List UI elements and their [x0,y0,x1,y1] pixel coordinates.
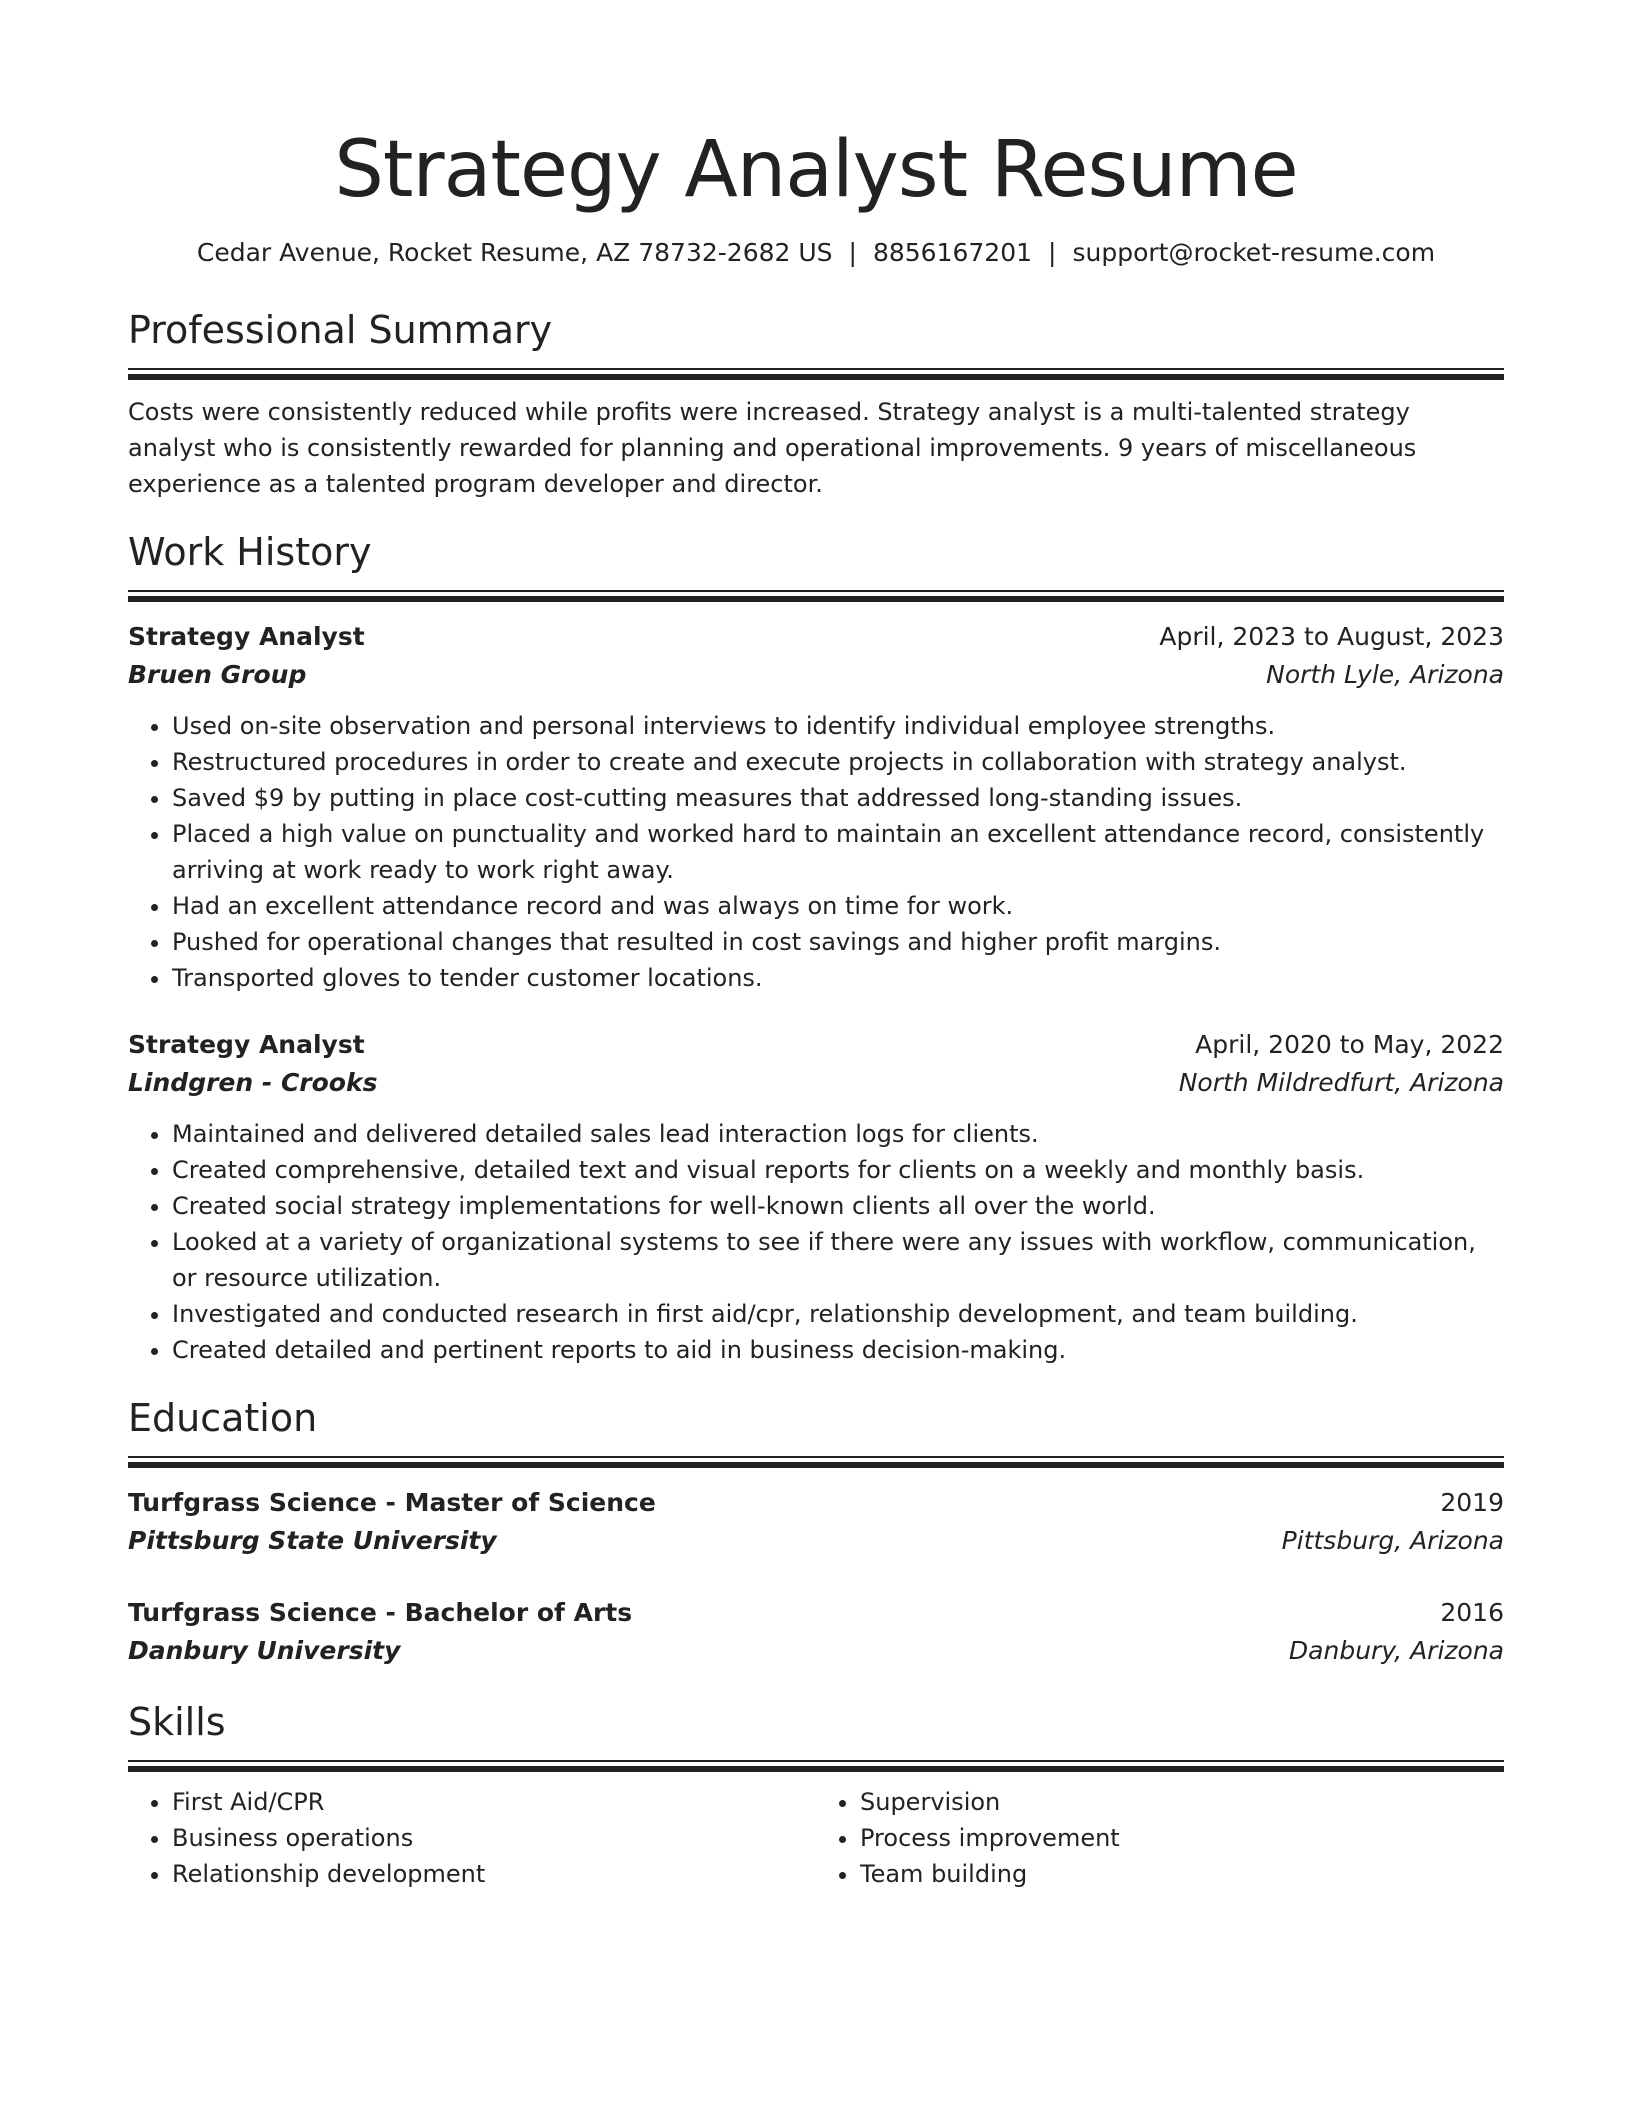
skill-item: • Supervision [860,1784,1504,1820]
job-company: Lindgren - Crooks [128,1068,378,1097]
education-year: 2016 [1440,1598,1504,1627]
page-title: Strategy Analyst Resume [334,125,1298,215]
skill-item: • First Aid/CPR [172,1784,816,1820]
skill-item: • Business operations [172,1820,816,1856]
contact-line [128,236,1504,270]
skill-item: • Relationship development [172,1856,816,1892]
contact-address: Cedar Avenue, Rocket Resume, AZ 78732-2682 US [196,238,833,267]
section-divider [128,590,1504,602]
job-bullet: • Placed a high value on punctuality and worked hard to maintain an excellent attendance record, consistently arriving at work ready to work right away. [172,816,1504,888]
skills-list-right [816,1784,1504,1892]
section-heading-work: Work History [128,530,372,574]
job-bullet: • Looked at a variety of organizational systems to see if there were any issues with workflow, communication, or resource utilization. [172,1224,1504,1296]
job-location: North Lyle, Arizona [1266,660,1504,689]
skill-item: • Team building [860,1856,1504,1892]
job-bullet: • Created social strategy implementations for well-known clients all over the world. [172,1188,1504,1224]
job-bullet: • Created detailed and pertinent reports to aid in business decision-making. [172,1332,1504,1368]
contact-phone: 8856167201 [872,238,1033,267]
job-bullet: • Had an excellent attendance record and was always on time for work. [172,888,1504,924]
education-entry [128,1484,1504,1560]
job-bullet: • Used on-site observation and personal interviews to identify individual employee strengths. [172,708,1504,744]
education-degree: Turfgrass Science - Bachelor of Arts [128,1598,633,1627]
skill-item: • Process improvement [860,1820,1504,1856]
job-bullet: • Transported gloves to tender customer locations. [172,960,1504,996]
job-bullet: • Saved $9 by putting in place cost-cutting measures that addressed long-standing issues. [172,780,1504,816]
job-dates: April, 2023 to August, 2023 [1159,622,1504,651]
section-heading-skills: Skills [128,1700,226,1744]
job-title: Strategy Analyst [128,1030,365,1059]
education-location: Danbury, Arizona [1288,1636,1504,1665]
job-title: Strategy Analyst [128,622,365,651]
work-section [128,528,1504,1368]
job-location: North Mildredfurt, Arizona [1178,1068,1504,1097]
education-year: 2019 [1440,1488,1504,1517]
job-bullets [128,708,1504,996]
job-bullet: • Created comprehensive, detailed text and visual reports for clients on a weekly and monthly basis. [172,1152,1504,1188]
contact-separator: | [848,238,857,267]
skills-section [128,1698,1504,1892]
summary-section [128,306,1504,502]
resume-page [128,0,1504,1892]
skills-columns [128,1784,1504,1892]
summary-text: Costs were consistently reduced while profits were increased. Strategy analyst is a multi-talented strategy analyst who is consistently rewarded for planning and operational improvements. 9 years of miscellaneous experience as a talented program developer and director. [128,398,1417,498]
job-bullet: • Maintained and delivered detailed sales lead interaction logs for clients. [172,1116,1504,1152]
section-divider [128,1760,1504,1772]
section-heading-education: Education [128,1396,318,1440]
education-section [128,1394,1504,1670]
education-school: Pittsburg State University [128,1526,497,1555]
job-dates: April, 2020 to May, 2022 [1195,1030,1504,1059]
section-divider [128,1456,1504,1468]
job-bullets [128,1116,1504,1368]
skills-list-left [128,1784,816,1892]
section-heading-summary: Professional Summary [128,308,553,352]
job-bullet: • Pushed for operational changes that resulted in cost savings and higher profit margins. [172,924,1504,960]
job-company: Bruen Group [128,660,307,689]
contact-separator: | [1048,238,1057,267]
job-entry [128,618,1504,996]
education-location: Pittsburg, Arizona [1281,1526,1504,1555]
job-entry [128,1026,1504,1368]
education-school: Danbury University [128,1636,401,1665]
education-entry [128,1594,1504,1670]
job-bullet: • Restructured procedures in order to create and execute projects in collaboration with strategy analyst. [172,744,1504,780]
education-degree: Turfgrass Science - Master of Science [128,1488,656,1517]
contact-email: support@rocket-resume.com [1072,238,1436,267]
job-bullet: • Investigated and conducted research in first aid/cpr, relationship development, and team building. [172,1296,1504,1332]
section-divider [128,368,1504,380]
